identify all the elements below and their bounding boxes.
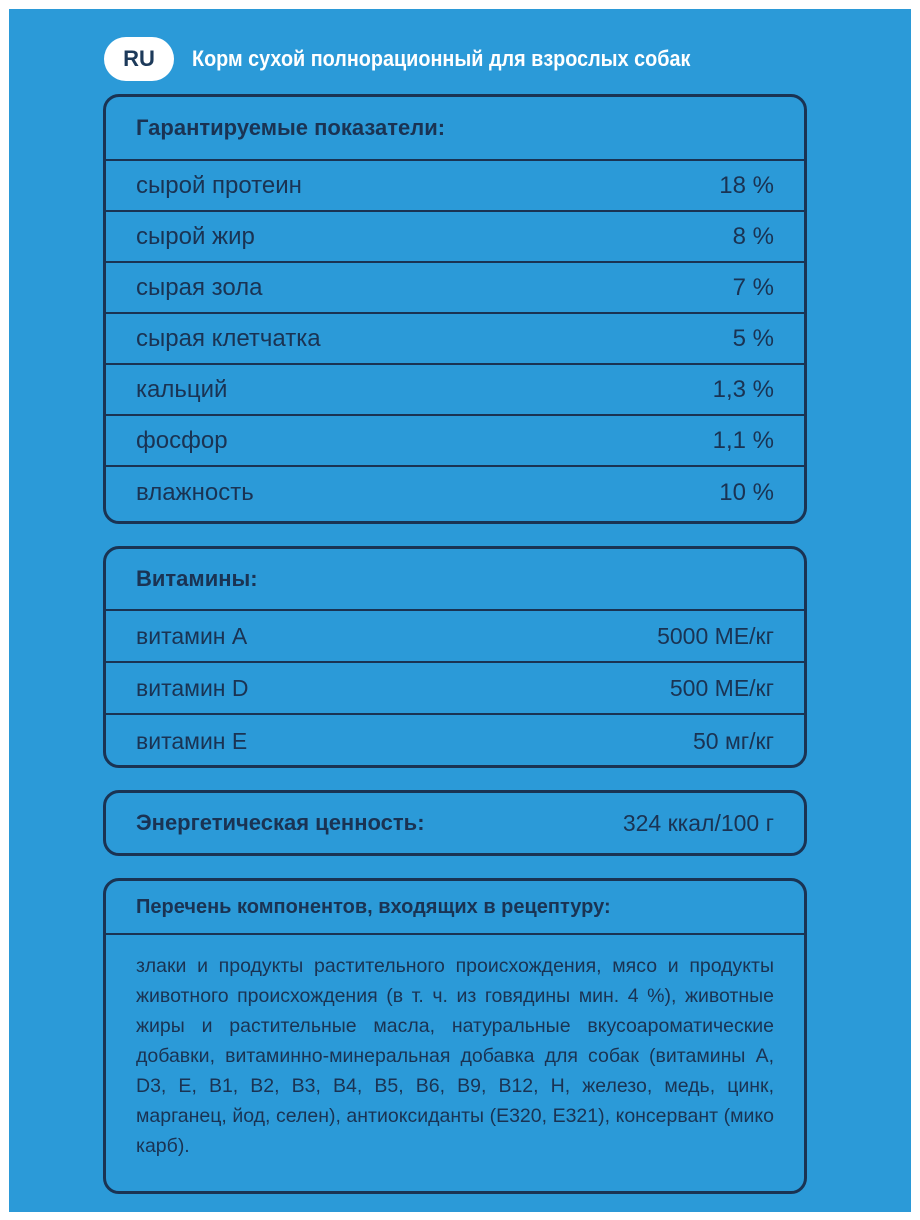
language-badge: RU	[104, 37, 174, 81]
table-row	[106, 365, 804, 416]
row-value: 5 %	[732, 324, 774, 352]
row-value: 10 %	[719, 478, 774, 506]
ingredients-box	[103, 878, 807, 1194]
row-value: 5000 МЕ/кг	[657, 622, 774, 649]
row-value: 7 %	[732, 273, 774, 301]
row-label: сырой жир	[136, 222, 255, 250]
vitamins-heading: Витамины:	[106, 549, 804, 611]
table-row	[106, 467, 804, 518]
row-value: 18 %	[719, 171, 774, 199]
table-row	[106, 161, 804, 212]
row-value: 8 %	[732, 222, 774, 250]
ingredients-text: злаки и продукты растительного происхождения, мясо и продукты животного происхождения (в т. ч. из говядины мин. 4 %), животные жиры и растительные масла, натуральные вкусоароматические добавки, витаминно-минеральная добавка для собак (витамины А, D3, Е, В1, В2, В3, В4, В5, В6, В9, В12, Н, железо, медь, цинк, марганец, йод, селен), антиоксиданты (Е320, Е321), консервант (мико карб).	[136, 955, 774, 1157]
table-row	[106, 314, 804, 365]
row-value: 500 МЕ/кг	[669, 674, 774, 701]
guaranteed-analysis-table	[103, 94, 807, 524]
header	[92, 28, 892, 84]
ingredients-heading: Перечень компонентов, входящих в рецептуру:	[106, 881, 804, 935]
row-value: 50 мг/кг	[692, 727, 774, 754]
row-label: влажность	[136, 478, 254, 506]
table-row	[106, 663, 804, 715]
vitamins-table	[103, 546, 807, 768]
table-row	[106, 611, 804, 663]
table-row	[106, 263, 804, 314]
energy-label: Энергетическая ценность:	[136, 810, 425, 835]
row-label: сырой протеин	[136, 171, 302, 199]
energy-value-box	[103, 790, 807, 856]
row-label: сырая зола	[136, 273, 263, 301]
row-label: фосфор	[136, 426, 228, 454]
table-row	[106, 715, 804, 767]
product-title: Корм сухой полнорационный для взрослых собак	[192, 46, 691, 71]
row-value: 1,1 %	[712, 426, 774, 454]
energy-value: 324 ккал/100 г	[622, 809, 774, 836]
table-row	[106, 212, 804, 263]
row-label: витамин Е	[136, 727, 248, 754]
table-row	[106, 416, 804, 467]
row-value: 1,3 %	[712, 375, 774, 403]
row-label: сырая клетчатка	[136, 324, 321, 352]
row-label: кальций	[136, 375, 228, 403]
guaranteed-analysis-heading: Гарантируемые показатели:	[106, 97, 804, 161]
row-label: витамин D	[136, 674, 249, 701]
row-label: витамин А	[136, 622, 248, 649]
